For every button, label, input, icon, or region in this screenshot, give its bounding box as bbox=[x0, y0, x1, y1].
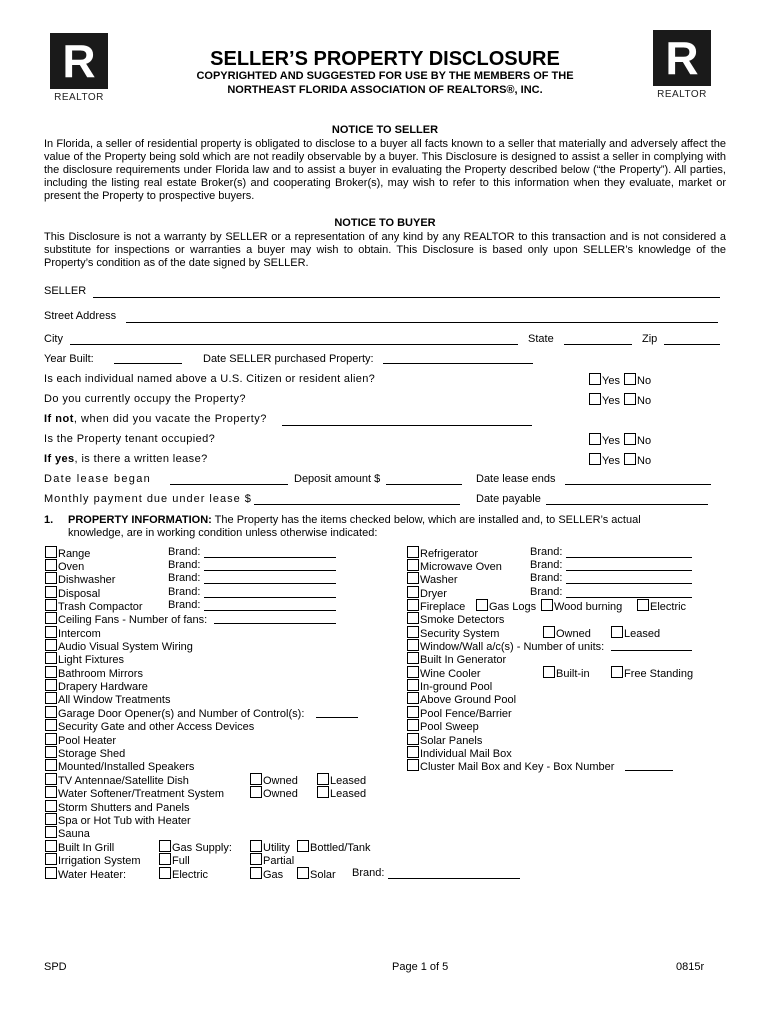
tv-antenna-checkbox[interactable]: TV Antennae/Satellite Dish bbox=[45, 773, 189, 788]
security-system-owned[interactable]: Owned bbox=[543, 626, 591, 641]
bathroom-mirrors-checkbox[interactable]: Bathroom Mirrors bbox=[45, 666, 143, 681]
checkbox[interactable] bbox=[159, 840, 171, 852]
realtor-logo-text: REALTOR bbox=[657, 89, 707, 100]
monthly-payment-label: Monthly payment due under lease $ bbox=[44, 493, 252, 505]
security-system-leased[interactable]: Leased bbox=[611, 626, 660, 641]
street-label: Street Address bbox=[44, 310, 117, 322]
state-field[interactable] bbox=[564, 344, 632, 345]
footer-form-code: SPD bbox=[44, 961, 67, 973]
dishwasher-brand-field[interactable] bbox=[204, 583, 336, 584]
checkbox[interactable] bbox=[624, 433, 636, 445]
checkbox[interactable] bbox=[407, 679, 419, 691]
realtor-r-letter: R bbox=[665, 32, 699, 84]
checkbox[interactable] bbox=[45, 733, 57, 745]
section-intro-line-2: knowledge, are in working condition unless otherwise indicated: bbox=[68, 527, 378, 539]
citizen-no[interactable]: No bbox=[624, 373, 651, 388]
checkbox[interactable] bbox=[45, 626, 57, 638]
checkbox[interactable] bbox=[45, 679, 57, 691]
section-number: 1. bbox=[44, 514, 54, 526]
date-lease-began-label: Date lease began bbox=[44, 473, 152, 485]
checkbox[interactable] bbox=[624, 373, 636, 385]
street-field[interactable] bbox=[126, 322, 718, 323]
refrigerator-brand-field[interactable] bbox=[566, 557, 692, 558]
checkbox[interactable] bbox=[611, 626, 623, 638]
checkbox[interactable] bbox=[45, 612, 57, 624]
checkbox[interactable] bbox=[407, 692, 419, 704]
checkbox[interactable] bbox=[159, 853, 171, 865]
wine-cooler-built-in[interactable]: Built-in bbox=[543, 666, 590, 681]
dryer-brand-field[interactable] bbox=[566, 597, 692, 598]
date-purchased-label: Date SELLER purchased Property: bbox=[203, 353, 374, 365]
gas-supply-checkbox[interactable]: Gas Supply: bbox=[159, 840, 232, 855]
dryer-brand-label: Brand: bbox=[530, 586, 563, 598]
fireplace-electric[interactable]: Electric bbox=[637, 599, 686, 614]
irrigation-full-checkbox[interactable]: Full bbox=[159, 853, 190, 868]
question-if-not: If not, when did you vacate the Property? bbox=[44, 413, 267, 425]
subtitle-line-2: NORTHEAST FLORIDA ASSOCIATION OF REALTORS®, INC. bbox=[227, 84, 543, 96]
checkbox[interactable] bbox=[45, 813, 57, 825]
checkbox[interactable] bbox=[45, 706, 57, 718]
checkbox[interactable] bbox=[407, 612, 419, 624]
checkbox[interactable] bbox=[45, 652, 57, 664]
irrigation-checkbox[interactable]: Irrigation System bbox=[45, 853, 141, 868]
checkbox[interactable] bbox=[250, 773, 262, 785]
spa-checkbox[interactable]: Spa or Hot Tub with Heater bbox=[45, 813, 191, 828]
notice-buyer-heading: NOTICE TO BUYER bbox=[334, 217, 436, 229]
checkbox[interactable] bbox=[543, 626, 555, 638]
checkbox[interactable] bbox=[45, 586, 57, 598]
sauna-checkbox[interactable]: Sauna bbox=[45, 826, 90, 841]
water-softener-leased[interactable]: Leased bbox=[317, 786, 366, 801]
date-payable-label: Date payable bbox=[476, 493, 541, 505]
checkbox[interactable] bbox=[407, 719, 419, 731]
lease-no[interactable]: No bbox=[624, 453, 651, 468]
checkbox[interactable] bbox=[589, 433, 601, 445]
storm-shutters-checkbox[interactable]: Storm Shutters and Panels bbox=[45, 800, 189, 815]
wine-cooler-free-standing[interactable]: Free Standing bbox=[611, 666, 693, 681]
checkbox[interactable] bbox=[45, 639, 57, 651]
water-heater-brand-field[interactable] bbox=[388, 878, 520, 879]
checkbox[interactable] bbox=[541, 599, 553, 611]
microwave-brand-field[interactable] bbox=[566, 570, 692, 571]
water-heater-electric-checkbox[interactable]: Electric bbox=[159, 867, 208, 882]
trash-compactor-checkbox[interactable]: Trash Compactor bbox=[45, 599, 143, 614]
checkbox[interactable] bbox=[407, 666, 419, 678]
drapery-hardware-checkbox[interactable]: Drapery Hardware bbox=[45, 679, 148, 694]
checkbox[interactable] bbox=[45, 746, 57, 758]
cluster-mail-checkbox[interactable]: Cluster Mail Box and Key - Box Number bbox=[407, 759, 614, 774]
water-heater-brand-label: Brand: bbox=[352, 867, 385, 879]
water-softener-checkbox[interactable]: Water Softener/Treatment System bbox=[45, 786, 224, 801]
realtor-logo-text: REALTOR bbox=[54, 92, 104, 103]
deposit-field[interactable] bbox=[386, 484, 462, 485]
question-tenant: Is the Property tenant occupied? bbox=[44, 433, 216, 445]
disposal-brand-label: Brand: bbox=[168, 586, 201, 598]
pool-heater-checkbox[interactable]: Pool Heater bbox=[45, 733, 116, 748]
built-in-grill-checkbox[interactable]: Built In Grill bbox=[45, 840, 114, 855]
wine-cooler-checkbox[interactable]: Wine Cooler bbox=[407, 666, 481, 681]
checkbox[interactable] bbox=[45, 867, 57, 879]
trash-compactor-brand-label: Brand: bbox=[168, 599, 201, 611]
checkbox[interactable] bbox=[543, 666, 555, 678]
oven-brand-label: Brand: bbox=[168, 559, 201, 571]
section-intro-line-1: PROPERTY INFORMATION: The Property has the items checked below, which are installed and, to SELLER’s actual bbox=[68, 514, 641, 526]
checkbox[interactable] bbox=[45, 773, 57, 785]
question-if-yes: If yes, is there a written lease? bbox=[44, 453, 208, 465]
state-label: State bbox=[528, 333, 554, 345]
checkbox[interactable] bbox=[45, 666, 57, 678]
checkbox[interactable] bbox=[589, 373, 601, 385]
light-fixtures-checkbox[interactable]: Light Fixtures bbox=[45, 652, 124, 667]
date-lease-ends-label: Date lease ends bbox=[476, 473, 556, 485]
fireplace-checkbox[interactable]: Fireplace bbox=[407, 599, 465, 614]
water-softener-owned[interactable]: Owned bbox=[250, 786, 298, 801]
microwave-brand-label: Brand: bbox=[530, 559, 563, 571]
checkbox[interactable] bbox=[589, 453, 601, 465]
notice-buyer-body: This Disclosure is not a warranty by SELLER or a representation of any kind by any REALTOR to this transaction and is not considered a substitute for inspections or warranties a buyer may wish to obtain. This Disclosure is based only upon SELLER’s knowledge of the Property’s condition as of the date signed by SELLER. bbox=[44, 231, 726, 269]
security-system-checkbox[interactable]: Security System bbox=[407, 626, 499, 641]
question-occupy: Do you currently occupy the Property? bbox=[44, 393, 246, 405]
occupy-yes[interactable]: Yes bbox=[589, 393, 620, 408]
checkbox[interactable] bbox=[45, 800, 57, 812]
checkbox[interactable] bbox=[407, 546, 419, 558]
fireplace-wood-burning[interactable]: Wood burning bbox=[541, 599, 622, 614]
checkbox[interactable] bbox=[476, 599, 488, 611]
window-ac-checkbox[interactable]: Window/Wall a/c(s) - Number of units: bbox=[407, 639, 604, 654]
checkbox[interactable] bbox=[624, 393, 636, 405]
checkbox[interactable] bbox=[45, 826, 57, 838]
date-lease-began-field[interactable] bbox=[170, 484, 288, 485]
checkbox[interactable] bbox=[317, 773, 329, 785]
monthly-payment-field[interactable] bbox=[254, 504, 460, 505]
checkbox[interactable] bbox=[250, 786, 262, 798]
washer-checkbox[interactable]: Washer bbox=[407, 572, 458, 587]
tv-antenna-leased[interactable]: Leased bbox=[317, 773, 366, 788]
irrigation-partial-checkbox[interactable]: Partial bbox=[250, 853, 294, 868]
seller-label: SELLER bbox=[44, 285, 87, 297]
security-gate-checkbox[interactable]: Security Gate and other Access Devices bbox=[45, 719, 254, 734]
built-in-generator-checkbox[interactable]: Built In Generator bbox=[407, 652, 506, 667]
microwave-checkbox[interactable]: Microwave Oven bbox=[407, 559, 502, 574]
citizen-yes[interactable]: Yes bbox=[589, 373, 620, 388]
checkbox[interactable] bbox=[407, 652, 419, 664]
checkbox[interactable] bbox=[45, 572, 57, 584]
dishwasher-checkbox[interactable]: Dishwasher bbox=[45, 572, 115, 587]
solar-panels-checkbox[interactable]: Solar Panels bbox=[407, 733, 482, 748]
checkbox[interactable] bbox=[407, 599, 419, 611]
water-heater-solar-checkbox[interactable]: Solar bbox=[297, 867, 336, 882]
notice-seller-body: In Florida, a seller of residential property is obligated to disclose to a buyer all facts known to a seller that materially and adversely affect the value of the Property being sold which are not readily observable by a buyer. This Disclosure is designed to assist a seller in complying with the disclosure requirements under Florida law and to assist a buyer in evaluating the Property described below (“the Property”). All parties, including the listing real estate Broker(s) and cooperating Broker(s), may wish to refer to this information when they evaluate, market or present the Property to prospective buyers. bbox=[44, 138, 726, 202]
checkbox[interactable] bbox=[45, 853, 57, 865]
checkbox[interactable] bbox=[45, 559, 57, 571]
oven-checkbox[interactable]: Oven bbox=[45, 559, 84, 574]
checkbox[interactable] bbox=[611, 666, 623, 678]
vacate-date-field[interactable] bbox=[282, 425, 532, 426]
lease-yes[interactable]: Yes bbox=[589, 453, 620, 468]
window-ac-units-field[interactable] bbox=[611, 650, 692, 651]
washer-brand-label: Brand: bbox=[530, 572, 563, 584]
checkbox[interactable] bbox=[407, 586, 419, 598]
checkbox[interactable] bbox=[624, 453, 636, 465]
checkbox[interactable] bbox=[407, 746, 419, 758]
checkbox[interactable] bbox=[45, 786, 57, 798]
checkbox[interactable] bbox=[297, 840, 309, 852]
checkbox[interactable] bbox=[637, 599, 649, 611]
date-lease-ends-field[interactable] bbox=[565, 484, 711, 485]
ceiling-fans-checkbox[interactable]: Ceiling Fans - Number of fans: bbox=[45, 612, 207, 627]
fireplace-gas-logs[interactable]: Gas Logs bbox=[476, 599, 536, 614]
trash-compactor-brand-field[interactable] bbox=[204, 610, 336, 611]
washer-brand-field[interactable] bbox=[566, 583, 692, 584]
checkbox[interactable] bbox=[45, 692, 57, 704]
date-purchased-field[interactable] bbox=[383, 363, 533, 364]
checkbox[interactable] bbox=[407, 559, 419, 571]
pool-fence-checkbox[interactable]: Pool Fence/Barrier bbox=[407, 706, 512, 721]
water-heater-gas-checkbox[interactable]: Gas bbox=[250, 867, 283, 882]
checkbox[interactable] bbox=[407, 572, 419, 584]
date-payable-field[interactable] bbox=[546, 504, 708, 505]
gas-bottled-checkbox[interactable]: Bottled/Tank bbox=[297, 840, 371, 855]
occupy-no[interactable]: No bbox=[624, 393, 651, 408]
box-number-field[interactable] bbox=[625, 770, 673, 771]
checkbox[interactable] bbox=[407, 759, 419, 771]
tv-antenna-owned[interactable]: Owned bbox=[250, 773, 298, 788]
garage-door-checkbox[interactable]: Garage Door Opener(s) and Number of Control(s): bbox=[45, 706, 304, 721]
mounted-speakers-checkbox[interactable]: Mounted/Installed Speakers bbox=[45, 759, 194, 774]
footer-version: 0815r bbox=[676, 961, 705, 973]
inground-pool-checkbox[interactable]: In-ground Pool bbox=[407, 679, 492, 694]
window-treatments-checkbox[interactable]: All Window Treatments bbox=[45, 692, 170, 707]
footer-page-number: Page 1 of 5 bbox=[392, 961, 449, 973]
zip-field[interactable] bbox=[664, 344, 720, 345]
deposit-label: Deposit amount $ bbox=[294, 473, 381, 485]
smoke-detectors-checkbox[interactable]: Smoke Detectors bbox=[407, 612, 504, 627]
checkbox[interactable] bbox=[250, 867, 262, 879]
refrigerator-checkbox[interactable]: Refrigerator bbox=[407, 546, 478, 561]
city-field[interactable] bbox=[70, 344, 518, 345]
water-heater-checkbox[interactable]: Water Heater: bbox=[45, 867, 126, 882]
checkbox[interactable] bbox=[45, 759, 57, 771]
disposal-brand-field[interactable] bbox=[204, 597, 336, 598]
checkbox[interactable] bbox=[407, 706, 419, 718]
checkbox[interactable] bbox=[317, 786, 329, 798]
checkbox[interactable] bbox=[250, 853, 262, 865]
checkbox[interactable] bbox=[407, 733, 419, 745]
garage-door-controls-field[interactable] bbox=[316, 717, 358, 718]
realtor-r-letter: R bbox=[62, 35, 96, 87]
range-brand-label: Brand: bbox=[168, 546, 201, 558]
subtitle-line-1: COPYRIGHTED AND SUGGESTED FOR USE BY THE MEMBERS OF THE bbox=[196, 70, 574, 82]
seller-field[interactable] bbox=[93, 297, 720, 298]
checkbox[interactable] bbox=[45, 599, 57, 611]
checkbox[interactable] bbox=[589, 393, 601, 405]
intercom-checkbox[interactable]: Intercom bbox=[45, 626, 101, 641]
tenant-yes[interactable]: Yes bbox=[589, 433, 620, 448]
above-ground-pool-checkbox[interactable]: Above Ground Pool bbox=[407, 692, 516, 707]
checkbox[interactable] bbox=[407, 639, 419, 651]
checkbox[interactable] bbox=[45, 840, 57, 852]
disposal-checkbox[interactable]: Disposal bbox=[45, 586, 100, 601]
checkbox[interactable] bbox=[407, 626, 419, 638]
dishwasher-brand-label: Brand: bbox=[168, 572, 201, 584]
dryer-checkbox[interactable]: Dryer bbox=[407, 586, 447, 601]
checkbox[interactable] bbox=[45, 546, 57, 558]
range-checkbox[interactable]: Range bbox=[45, 546, 90, 561]
city-label: City bbox=[44, 333, 63, 345]
checkbox[interactable] bbox=[297, 867, 309, 879]
ceiling-fans-field[interactable] bbox=[214, 623, 336, 624]
page-title: SELLER’S PROPERTY DISCLOSURE bbox=[210, 48, 560, 70]
range-brand-field[interactable] bbox=[204, 557, 336, 558]
zip-label: Zip bbox=[642, 333, 658, 345]
year-built-field[interactable] bbox=[114, 363, 182, 364]
refrigerator-brand-label: Brand: bbox=[530, 546, 563, 558]
oven-brand-field[interactable] bbox=[204, 570, 336, 571]
pool-sweep-checkbox[interactable]: Pool Sweep bbox=[407, 719, 479, 734]
notice-seller-heading: NOTICE TO SELLER bbox=[331, 124, 439, 136]
checkbox[interactable] bbox=[45, 719, 57, 731]
audio-visual-checkbox[interactable]: Audio Visual System Wiring bbox=[45, 639, 193, 654]
year-built-label: Year Built: bbox=[44, 353, 94, 365]
question-citizen: Is each individual named above a U.S. Citizen or resident alien? bbox=[44, 373, 376, 385]
tenant-no[interactable]: No bbox=[624, 433, 651, 448]
checkbox[interactable] bbox=[250, 840, 262, 852]
gas-utility-checkbox[interactable]: Utility bbox=[250, 840, 290, 855]
mail-box-checkbox[interactable]: Individual Mail Box bbox=[407, 746, 512, 761]
storage-shed-checkbox[interactable]: Storage Shed bbox=[45, 746, 125, 761]
checkbox[interactable] bbox=[159, 867, 171, 879]
